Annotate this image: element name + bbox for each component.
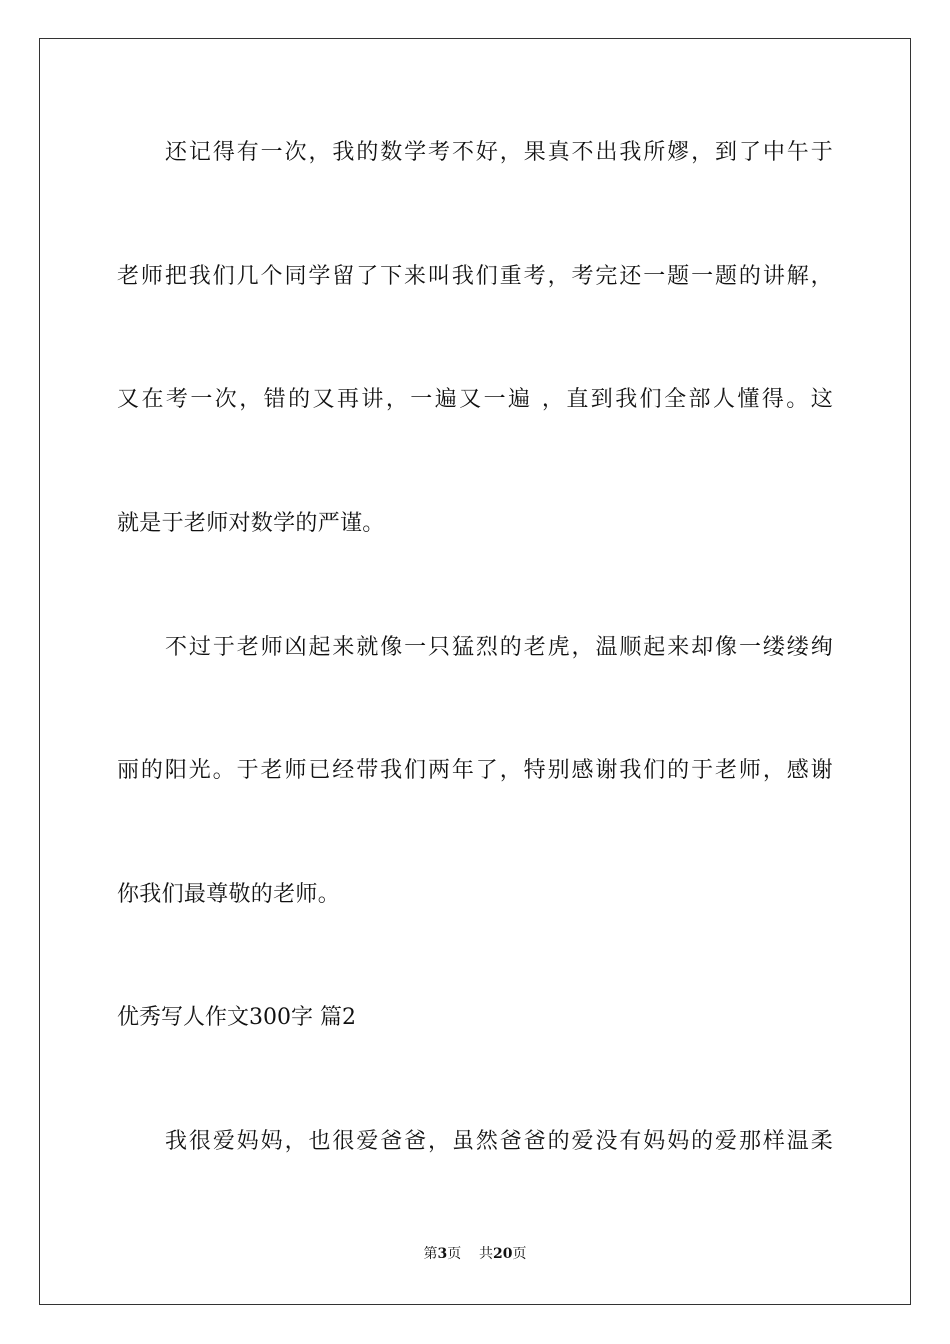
page-footer xyxy=(0,1245,950,1263)
paragraph-line: 老师把我们几个同学留了下来叫我们重考，考完还一题一题的讲解， xyxy=(117,264,833,289)
paragraph-line: 丽的阳光。于老师已经带我们两年了，特别感谢我们的于老师，感谢 xyxy=(117,758,833,783)
page-border xyxy=(39,38,911,1305)
paragraph-line: 不过于老师凶起来就像一只猛烈的老虎，温顺起来却像一缕缕绚 xyxy=(165,635,833,660)
paragraph-line: 又在考一次，错的又再讲，一遍又一遍 ，直到我们全部人懂得。这 xyxy=(117,387,833,412)
paragraph-line: 我很爱妈妈，也很爱爸爸，虽然爸爸的爱没有妈妈的爱那样温柔 xyxy=(165,1129,833,1154)
footer-page-prefix: 第 xyxy=(423,1246,438,1262)
paragraph-line: 还记得有一次，我的数学考不好，果真不出我所嫪，到了中午于 xyxy=(165,140,833,165)
footer-page-current: 3 xyxy=(437,1246,448,1262)
footer-page-suffix: 页 xyxy=(512,1246,527,1262)
paragraph-line: 你我们最尊敬的老师。 xyxy=(117,882,341,907)
section-heading: 优秀写人作文300字 篇2 xyxy=(117,1005,356,1030)
paragraph-line: 就是于老师对数学的严谨。 xyxy=(117,511,385,536)
footer-page-mid: 页 共 xyxy=(447,1246,494,1262)
footer-page-total: 20 xyxy=(493,1246,513,1262)
